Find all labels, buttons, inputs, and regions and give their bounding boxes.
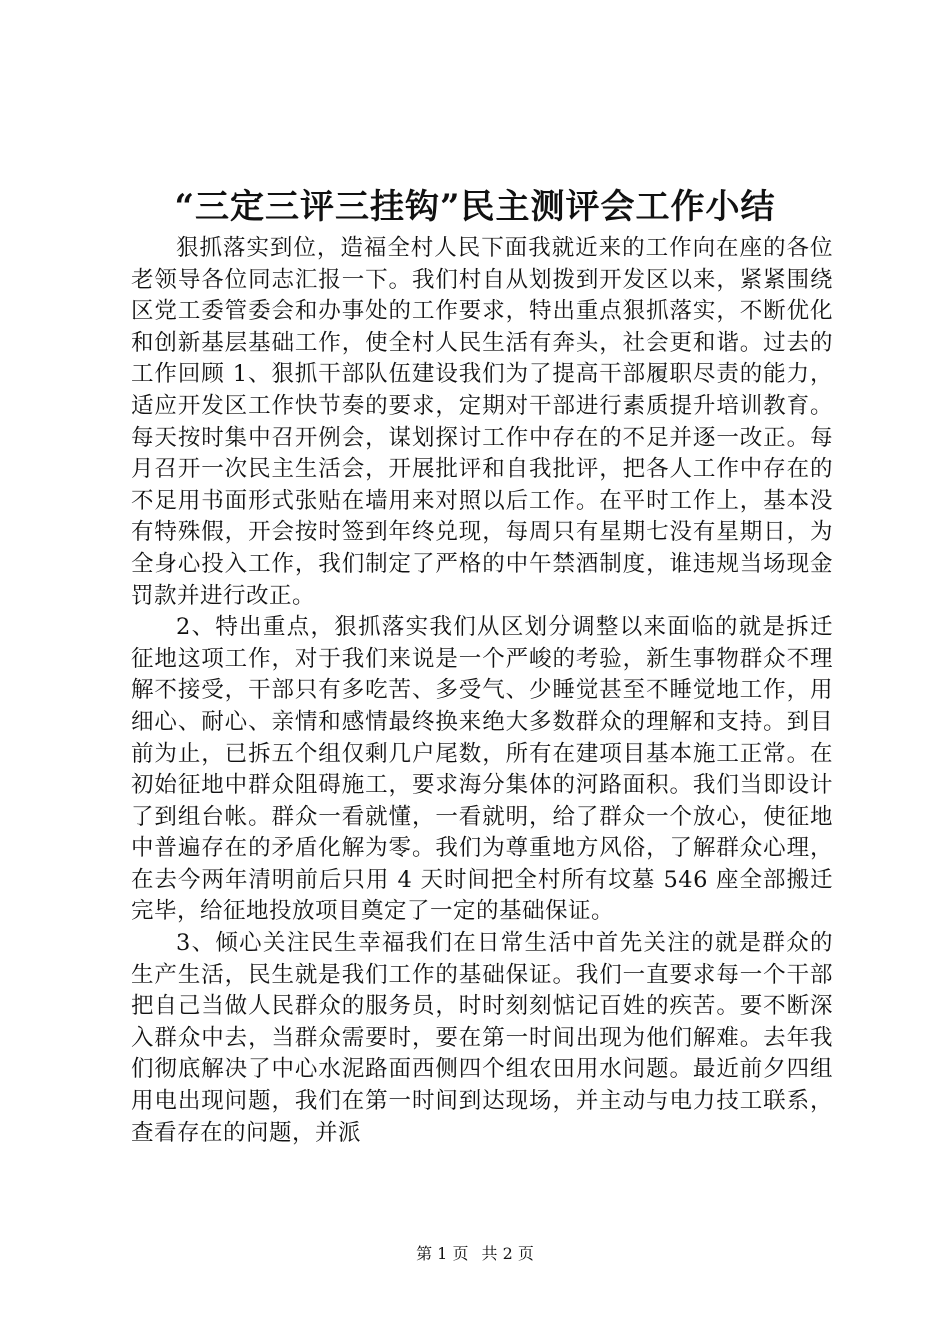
paragraph-3: 3、倾心关注民生幸福我们在日常生活中首先关注的就是群众的生产生活，民生就是我们工作的基础保证。我们一直要求每一个干部把自己当做人民群众的服务员，时时刻刻惦记百姓的疾苦。要不断深入群众中去，当群众需要时，要在第一时间出现为他们解难。去年我们彻底解决了中心水泥路面西侧四个组农田用水问题。最近前夕四组用电出现问题，我们在第一时间到达现场，并主动与电力技工联系，查看存在的问题，并派 [131,930,833,1146]
document-title: “三定三评三挂钩”民主测评会工作小结 [174,187,776,227]
paragraph-2: 2、特出重点，狠抓落实我们从区划分调整以来面临的就是拆迁征地这项工作，对于我们来说是一个严峻的考验，新生事物群众不理解不接受，干部只有多吃苦、多受气、少睡觉甚至不睡觉地工作，用细心、耐心、亲情和感情最终换来绝大多数群众的理解和支持。到目前为止，已拆五个组仅剩几户尾数，所有在建项目基本施工正常。在初始征地中群众阻碍施工，要求海分集体的河路面积。我们当即设计了到组台帐。群众一看就懂，一看就明，给了群众一个放心，使征地中普遍存在的矛盾化解为零。我们为尊重地方风俗，了解群众心理，在去今两年清明前后只用 4 天时间把全村所有坟墓 546 座全部搬迁完毕，给征地投放项目奠定了一定的基础保证。 [131,614,833,925]
document-body [131,233,833,1149]
paragraph-1: 狠抓落实到位，造福全村人民下面我就近来的工作向在座的各位老领导各位同志汇报一下。我们村自从划拨到开发区以来，紧紧围绕区党工委管委会和办事处的工作要求，特出重点狠抓落实，不断优化和创新基层基础工作，使全村人民生活有奔头，社会更和谐。过去的工作回顾 1、狠抓干部队伍建设我们为了提高干部履职尽责的能力，适应开发区工作快节奏的要求，定期对干部进行素质提升培训教育。每天按时集中召开例会，谋划探讨工作中存在的不足并逐一改正。每月召开一次民主生活会，开展批评和自我批评，把各人工作中存在的不足用书面形式张贴在墙用来对照以后工作。在平时工作上，基本没有特殊假，开会按时签到年终兑现，每周只有星期七没有星期日，为全身心投入工作，我们制定了严格的中午禁酒制度，谁违规当场现金罚款并进行改正。 [131,235,833,609]
page-number: 第 1 页 [416,1244,469,1263]
page-footer [0,1243,950,1265]
page-total: 共 2 页 [481,1244,534,1263]
